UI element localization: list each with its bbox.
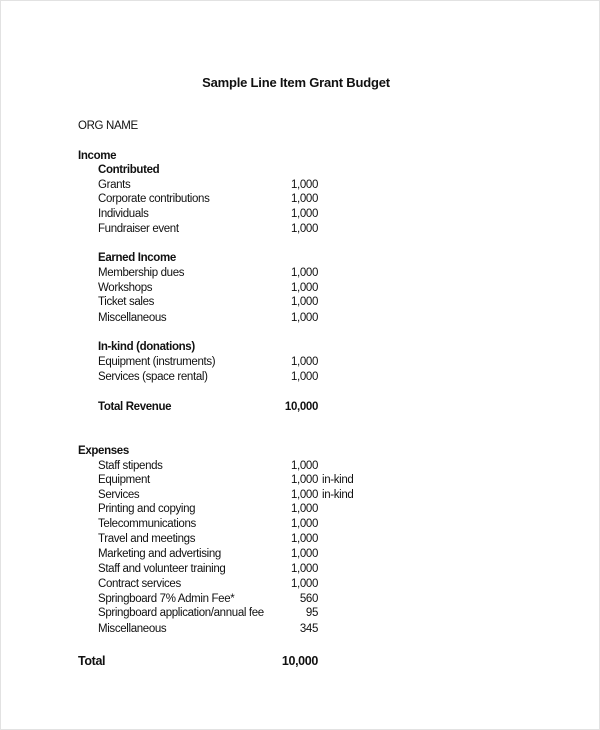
line-item-note: in-kind [322,474,354,486]
expenses-heading: Expenses [78,445,129,457]
line-item-value: 1,000 [290,503,318,515]
line-item-label: Printing and copying [98,503,196,515]
line-item-value: 1,000 [290,371,318,383]
line-item-note: in-kind [322,489,354,501]
line-item-value: 1,000 [290,179,318,191]
line-item-value: 1,000 [290,460,318,472]
line-item-value: 1,000 [290,578,318,590]
contributed-heading: Contributed [98,164,160,176]
line-item-label: Membership dues [98,267,185,279]
line-item-value: 560 [299,593,318,605]
line-item-label: Springboard application/annual fee [98,607,264,619]
line-item-value: 1,000 [290,356,318,368]
line-item-value: 1,000 [290,193,318,205]
line-item-value: 1,000 [290,267,318,279]
line-item-label: Services (space rental) [98,371,208,383]
line-item-label: Corporate contributions [98,193,210,205]
line-item-label: Ticket sales [98,296,155,308]
line-item-label: Staff stipends [98,460,163,472]
line-item-value: 1,000 [290,208,318,220]
line-item-value: 1,000 [290,296,318,308]
line-item-value: 1,000 [290,312,318,324]
line-item-value: 1,000 [290,474,318,486]
total-value: 10,000 [281,654,318,668]
page-title: Sample Line Item Grant Budget [202,75,390,90]
income-heading: Income [78,150,117,162]
line-item-label: Grants [98,179,131,191]
line-item-label: Miscellaneous [98,312,167,324]
total-label: Total [78,654,106,668]
line-item-label: Travel and meetings [98,533,196,545]
line-item-label: Staff and volunteer training [98,563,226,575]
line-item-value: 1,000 [290,282,318,294]
line-item-label: Fundraiser event [98,223,179,235]
line-item-label: Equipment [98,474,150,486]
line-item-label: Springboard 7% Admin Fee* [98,593,235,605]
line-item-value: 1,000 [290,223,318,235]
inkind-heading: In-kind (donations) [98,341,195,353]
total-revenue-value: 10,000 [284,401,318,413]
line-item-label: Workshops [98,282,153,294]
line-item-value: 345 [299,623,318,635]
line-item-label: Services [98,489,140,501]
total-revenue-label: Total Revenue [98,401,172,413]
earned-heading: Earned Income [98,252,176,264]
line-item-label: Equipment (instruments) [98,356,216,368]
line-item-value: 1,000 [290,489,318,501]
line-item-value: 1,000 [290,518,318,530]
org-name: ORG NAME [78,120,138,132]
line-item-label: Marketing and advertising [98,548,221,560]
line-item-label: Individuals [98,208,149,220]
line-item-value: 1,000 [290,563,318,575]
line-item-label: Miscellaneous [98,623,167,635]
line-item-value: 95 [305,607,318,619]
line-item-label: Contract services [98,578,181,590]
line-item-label: Telecommunications [98,518,196,530]
line-item-value: 1,000 [290,533,318,545]
line-item-value: 1,000 [290,548,318,560]
